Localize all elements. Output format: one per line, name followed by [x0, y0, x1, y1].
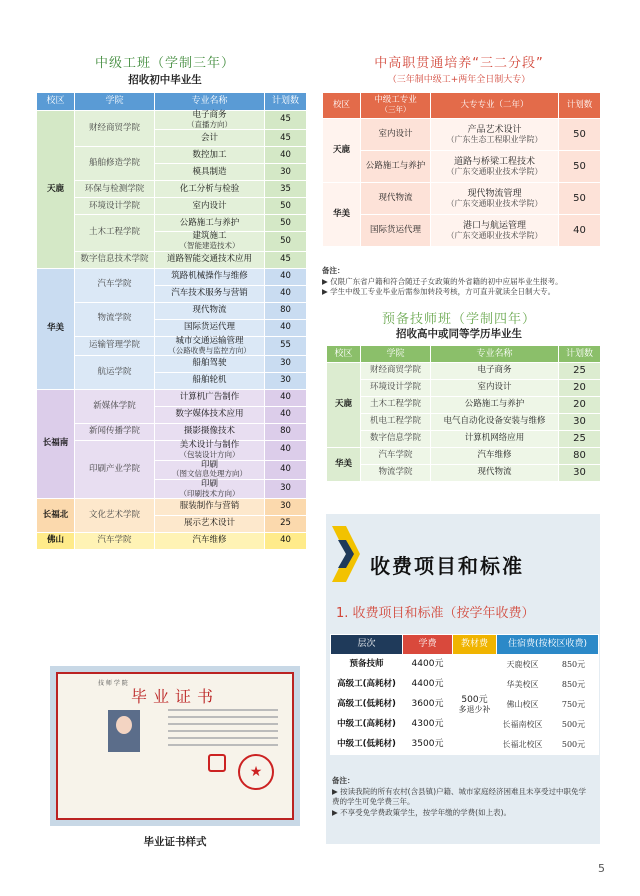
major-name: 美术设计与制作: [179, 440, 240, 451]
fees-notes-label: 备注：: [332, 776, 355, 785]
header-plan: 计划数: [265, 93, 307, 111]
fee-campus-cell: 天鹿校区: [497, 655, 549, 675]
fee-dorm-cell: 850元: [549, 655, 599, 675]
college-cell: 财经商贸学院: [361, 363, 431, 380]
major-name: 船舶驾驶: [192, 358, 227, 369]
header-campus: 校区: [37, 93, 75, 111]
table-row: [327, 465, 601, 482]
college-cell: 物流学院: [75, 302, 155, 336]
campus-cell: 华美: [37, 268, 75, 389]
fee-dorm-cell: 850元: [549, 675, 599, 695]
fee-level-cell: 中级工(高耗材): [331, 715, 403, 735]
college-cell: 财经商贸学院: [75, 111, 155, 147]
plan-cell: 40: [265, 390, 307, 407]
fee-level-cell: 中级工(低耗材): [331, 735, 403, 755]
fee-note-line: ▶ 不享受免学费政策学生，按学年缴的学费(如上表)。: [332, 807, 512, 817]
table-row: [323, 215, 601, 247]
major-name: 摄影摄像技术: [183, 426, 235, 437]
fee-dorm-cell: 750元: [549, 695, 599, 715]
major-cell: [155, 499, 265, 516]
major-cell: [155, 285, 265, 302]
fee-header-level: 层次: [331, 635, 403, 655]
plan-cell: 50: [265, 232, 307, 251]
certificate-photo: [108, 710, 140, 752]
note-line: ▶ 仅限广东省户籍和符合随迁子女政策的外省籍的初中应届毕业生报考。: [322, 276, 563, 286]
major-note: （公路收费与监控方向）: [168, 345, 251, 355]
major-cell: [155, 533, 265, 550]
college-cell: 新闻传播学院: [75, 424, 155, 441]
table-row: [37, 198, 307, 215]
college-major-cell: [431, 151, 559, 183]
major-note: （直播方向）: [187, 119, 232, 129]
college-major-name: 港口与航运管理: [462, 220, 526, 231]
fees-notes: [332, 776, 592, 818]
right-top-title: 中高职贯通培养“三二分段”: [374, 56, 544, 71]
certificate-school: 技 师 学 院: [98, 680, 128, 687]
college-cell: 数字信息学院: [361, 431, 431, 448]
table-row: [37, 336, 307, 355]
college-cell: 汽车学院: [361, 448, 431, 465]
fee-campus-cell: 华美校区: [497, 675, 549, 695]
major-cell: [155, 147, 265, 164]
major-cell: [155, 251, 265, 268]
college-major-name: 道路与桥梁工程技术: [453, 156, 535, 167]
campus-cell: 天鹿: [37, 111, 75, 269]
fee-level-cell: 高级工(低耗材): [331, 695, 403, 715]
table-row: [37, 215, 307, 232]
plan-cell: 80: [559, 448, 601, 465]
right-top-subtitle: （三年制中级工+两年全日制大专）: [387, 75, 531, 85]
major-name: 室内设计: [192, 200, 227, 211]
table-row: [327, 363, 601, 380]
table-row: [327, 431, 601, 448]
major-cell: 现代物流: [431, 465, 559, 482]
fee-campus-cell: 佛山校区: [497, 695, 549, 715]
college-name: （广东交通职业技术学院）: [446, 231, 543, 241]
plan-cell: 80: [265, 302, 307, 319]
major-cell: [155, 302, 265, 319]
college-name: （广东交通职业技术学院）: [446, 199, 543, 209]
major-cell: 计算机网络应用: [431, 431, 559, 448]
major-cell: 室内设计: [361, 119, 431, 151]
plan-cell: 45: [265, 251, 307, 268]
campus-cell: 华美: [327, 448, 361, 482]
major-name: 城市交通运输管理: [175, 335, 244, 346]
table-row: [37, 268, 307, 285]
major-cell: [155, 268, 265, 285]
fee-tuition-cell: 4300元: [403, 715, 453, 735]
college-cell: 文化艺术学院: [75, 499, 155, 533]
page-number: 5: [598, 862, 605, 875]
seal-stamp: ★: [238, 754, 274, 790]
header-campus: 校区: [323, 93, 361, 119]
fee-textbook-cell: [453, 655, 497, 755]
fee-tuition-cell: 4400元: [403, 675, 453, 695]
college-major-cell: [431, 215, 559, 247]
header-college: 学院: [361, 346, 431, 363]
header-campus: 校区: [327, 346, 361, 363]
certificate-caption: 毕业证书样式: [143, 836, 207, 848]
plan-cell: 25: [559, 431, 601, 448]
plan-cell: 30: [265, 499, 307, 516]
two-three-table: [322, 92, 600, 247]
fee-campus-cell: 长福北校区: [497, 735, 549, 755]
major-note: （图文信息处理方向）: [172, 469, 247, 479]
major-cell: [155, 356, 265, 373]
major-note: （智能建造技术）: [179, 241, 240, 251]
major-cell: [155, 424, 265, 441]
table-row: [323, 119, 601, 151]
table-row: [327, 397, 601, 414]
major-cell: [155, 336, 265, 355]
table-row: [37, 533, 307, 550]
plan-cell: 35: [265, 181, 307, 198]
college-name: （广东生态工程职业学院）: [446, 135, 543, 145]
table-row: [37, 181, 307, 198]
major-name: 会计: [200, 132, 218, 143]
table-row: [37, 356, 307, 373]
major-cell: [155, 390, 265, 407]
fee-level-cell: 高级工(高耗材): [331, 675, 403, 695]
plan-cell: 40: [265, 268, 307, 285]
fee-tuition-cell: 4400元: [403, 655, 453, 675]
plan-cell: 40: [265, 285, 307, 302]
campus-cell: 长福北: [37, 499, 75, 533]
college-cell: 土木工程学院: [361, 397, 431, 414]
fees-subheading: 1. 收费项目和标准（按学年收费）: [336, 606, 535, 621]
plan-cell: 45: [265, 130, 307, 147]
plan-cell: 20: [559, 380, 601, 397]
table-row: [37, 424, 307, 441]
right-mid-title: 预备技师班（学制四年）: [381, 312, 536, 327]
plan-cell: 30: [559, 465, 601, 482]
table-row: [37, 111, 307, 130]
fee-note-line: ▶ 按读我院的所有农村(含县镇)户籍、城市家庭经济困难且未享受过中职免学费的学生可免学费三年。: [332, 786, 587, 806]
major-cell: 室内设计: [431, 380, 559, 397]
technician-table: [326, 345, 600, 482]
major-name: 印刷: [200, 478, 218, 489]
college-cell: 汽车学院: [75, 533, 155, 550]
left-subtitle: 招收初中毕业生: [128, 74, 202, 86]
plan-cell: 40: [265, 441, 307, 460]
certificate-image: [50, 666, 300, 826]
left-title: 中级工班（学制三年）: [94, 56, 235, 71]
major-cell: [155, 460, 265, 479]
header-major: 专业名称: [431, 346, 559, 363]
major-note: （印刷技术方向）: [179, 488, 240, 498]
fees-heading: 收费项目和标准: [370, 554, 524, 578]
major-cell: [155, 319, 265, 336]
plan-cell: 40: [265, 460, 307, 479]
fee-header-tuition: 学费: [403, 635, 453, 655]
major-cell: 现代物流: [361, 183, 431, 215]
notes-label: 备注：: [322, 266, 345, 275]
plan-cell: 40: [559, 215, 601, 247]
major-cell: [155, 479, 265, 498]
major-name: 展示艺术设计: [183, 518, 235, 529]
table-row: [37, 441, 307, 460]
certificate-text-lines: [168, 704, 278, 751]
college-cell: 环境设计学院: [361, 380, 431, 397]
college-major-name: 产品艺术设计: [467, 124, 522, 135]
major-cell: 国际货运代理: [361, 215, 431, 247]
plan-cell: 50: [265, 198, 307, 215]
textbook-note: 多退少补: [458, 705, 491, 715]
plan-cell: 50: [559, 183, 601, 215]
campus-cell: 长福南: [37, 390, 75, 499]
table-row: [327, 448, 601, 465]
major-cell: [155, 111, 265, 130]
major-name: 化工分析与检验: [179, 183, 240, 194]
plan-cell: 50: [559, 151, 601, 183]
college-cell: 运输管理学院: [75, 336, 155, 355]
major-name: 计算机广告制作: [179, 392, 240, 403]
right-top-notes: [322, 266, 602, 298]
table-row: [37, 147, 307, 164]
major-cell: 电子商务: [431, 363, 559, 380]
fee-dorm-cell: 500元: [549, 735, 599, 755]
major-cell: 公路施工与养护: [431, 397, 559, 414]
fee-tuition-cell: 3600元: [403, 695, 453, 715]
plan-cell: 40: [265, 407, 307, 424]
chevron-accent-icon: [332, 526, 360, 582]
plan-cell: 30: [559, 414, 601, 431]
fee-header-textbook: 教材费: [453, 635, 497, 655]
table-row: [323, 151, 601, 183]
table-row: [37, 302, 307, 319]
plan-cell: 55: [265, 336, 307, 355]
fee-tuition-cell: 3500元: [403, 735, 453, 755]
fees-panel: [326, 514, 600, 844]
major-cell: [155, 130, 265, 147]
college-cell: 环境设计学院: [75, 198, 155, 215]
plan-cell: 30: [265, 356, 307, 373]
note-line: ▶ 学生中级工专业毕业后需参加转段考核，方可直升就读全日制大专。: [322, 287, 556, 296]
table-row: [37, 390, 307, 407]
college-cell: 汽车学院: [75, 268, 155, 302]
campus-cell: 天鹿: [323, 119, 361, 183]
major-name: 船舶轮机: [192, 375, 227, 386]
major-note: （包装设计方向）: [179, 449, 240, 459]
table-row: [331, 655, 599, 675]
major-name: 模具制造: [192, 166, 227, 177]
plan-cell: 30: [265, 373, 307, 390]
college-major-name: 现代物流管理: [467, 188, 522, 199]
header-major: 专业名称: [155, 93, 265, 111]
fee-campus-cell: 长福南校区: [497, 715, 549, 735]
major-name: 道路智能交通技术应用: [166, 253, 252, 264]
major-name: 公路施工与养护: [179, 217, 240, 228]
table-row: [327, 380, 601, 397]
plan-cell: 20: [559, 397, 601, 414]
major-name: 服装制作与营销: [179, 501, 240, 512]
major-name: 数字媒体技术应用: [175, 409, 244, 420]
college-name: （广东交通职业技术学院）: [446, 167, 543, 177]
major-cell: 汽车维修: [431, 448, 559, 465]
right-mid-subtitle: 招收高中或同等学历毕业生: [396, 328, 522, 340]
major-name: 数控加工: [192, 149, 227, 160]
major-cell: [155, 181, 265, 198]
major-name: 筑路机械操作与维修: [171, 270, 248, 281]
major-cell: 公路施工与养护: [361, 151, 431, 183]
college-cell: 机电工程学院: [361, 414, 431, 431]
header-college: 学院: [75, 93, 155, 111]
major-cell: [155, 407, 265, 424]
fee-dorm-cell: 500元: [549, 715, 599, 735]
college-cell: 物流学院: [361, 465, 431, 482]
plan-cell: 30: [265, 479, 307, 498]
college-cell: 数字信息技术学院: [75, 251, 155, 268]
major-name: 建筑施工: [192, 231, 227, 242]
major-cell: 电气自动化设备安装与维修: [431, 414, 559, 431]
fee-header-dorm: 住宿费(按校区收费): [497, 635, 599, 655]
seal-stamp-small: [208, 754, 226, 772]
intermediate-table: [36, 92, 306, 550]
major-cell: [155, 441, 265, 460]
table-row: [327, 414, 601, 431]
header-plan: 计划数: [559, 93, 601, 119]
plan-cell: 25: [559, 363, 601, 380]
college-cell: 航运学院: [75, 356, 155, 390]
table-row: [323, 183, 601, 215]
major-cell: [155, 232, 265, 251]
major-name: 国际货运代理: [183, 321, 235, 332]
plan-cell: 50: [559, 119, 601, 151]
college-cell: 新媒体学院: [75, 390, 155, 424]
major-name: 现代物流: [192, 304, 227, 315]
college-major-cell: [431, 183, 559, 215]
textbook-amount: 500元: [461, 694, 488, 705]
plan-cell: 25: [265, 516, 307, 533]
college-cell: 船舶修造学院: [75, 147, 155, 181]
fees-table-wrap: [330, 634, 598, 755]
major-cell: [155, 373, 265, 390]
college-cell: 土木工程学院: [75, 215, 155, 251]
college-cell: 环保与检测学院: [75, 181, 155, 198]
major-name: 汽车维修: [192, 535, 227, 546]
table-row: [37, 251, 307, 268]
plan-cell: 40: [265, 319, 307, 336]
plan-cell: 40: [265, 533, 307, 550]
fee-level-cell: 预备技师: [331, 655, 403, 675]
major-cell: [155, 164, 265, 181]
plan-cell: 30: [265, 164, 307, 181]
major-name: 电子商务: [192, 110, 227, 120]
major-cell: [155, 215, 265, 232]
header-college-major: 大专专业（二年）: [431, 93, 559, 119]
college-major-cell: [431, 119, 559, 151]
plan-cell: 50: [265, 215, 307, 232]
header-plan: 计划数: [559, 346, 601, 363]
campus-cell: 华美: [323, 183, 361, 247]
plan-cell: 45: [265, 111, 307, 130]
major-cell: [155, 516, 265, 533]
certificate-title: 毕业证书: [130, 687, 219, 706]
header-mid-major: 中级工专业 （三年）: [361, 93, 431, 119]
table-row: [37, 499, 307, 516]
plan-cell: 80: [265, 424, 307, 441]
major-cell: [155, 198, 265, 215]
campus-cell: 佛山: [37, 533, 75, 550]
major-name: 印刷: [200, 459, 218, 470]
campus-cell: 天鹿: [327, 363, 361, 448]
college-cell: 印刷产业学院: [75, 441, 155, 499]
plan-cell: 40: [265, 147, 307, 164]
major-name: 汽车技术服务与营销: [171, 287, 248, 298]
